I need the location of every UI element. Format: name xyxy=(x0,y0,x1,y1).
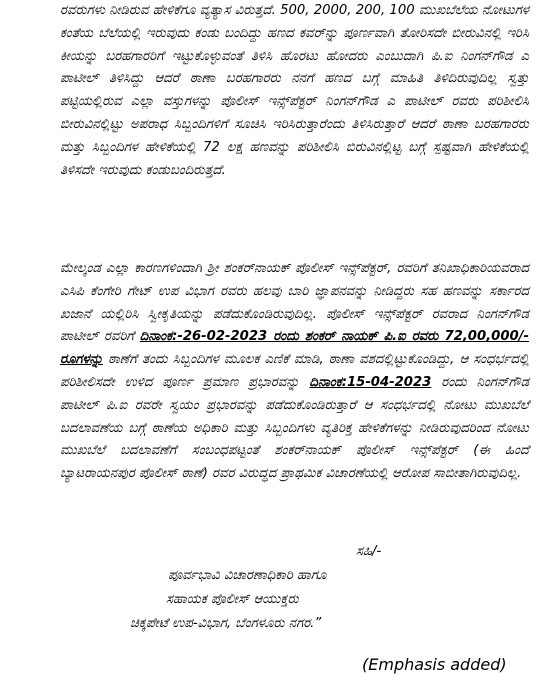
signatory-title: ಸಹಾಯಕ ಪೊಲೀಸ್ ಆಯುಕ್ತರು xyxy=(166,592,299,607)
emphasis-note: (Emphasis added) xyxy=(362,655,507,674)
quoted-paragraph-2 xyxy=(60,258,529,486)
paragraph-2-text-e: ರಂದು ನಿಂಗನ್‌ಗೌಡ ಪಾಟೀಲ್ ಪಿ.ಐ ರವರೇ ಸ್ವಯಂ ಪ್ರಭಾರವನ್ನು ಪಡೆದುಕೊಂಡಿರುತ್ತಾರೆ ಆ ಸಂಧರ್ಭದಲ್ಲಿ ನೋಟು ಮುಖಬೆಲೆ ಬದಲಾವಣೆಯ ಬಗ್ಗೆ ಠಾಣೆಯ ಅಧಿಕಾರಿ ಮತ್ತು ಸಿಬ್ಬಂದಿಗಳು ವ್ಯತಿರಿಕ್ತ ಹೇಳಿಕೆಗಳನ್ನು ನೀಡಿರುವುದರಿಂದ ನೋಟು ಮುಖಬೆಲೆ ಬದಲಾವಣೆಗೆ ಸಂಬಂಧಪಟ್ಟಂತೆ ಶಂಕರ್‌ನಾಯಕ್ ಪೊಲೀಸ್ ಇನ್ಸ್‌ಪೆಕ್ಟರ್ (ಈ ಹಿಂದೆ ಬ್ಯಾಟರಾಯನಪುರ ಪೊಲೀಸ್ ಠಾಣೆ) ರವರ ವಿರುದ್ಧದ ಪ್ರಾಥಮಿಕ ವಿಚಾರಣೆಯಲ್ಲಿ ಆರೋಪ ಸಾಬೀತಾಗಿರುವುದಿಲ್ಲ. xyxy=(60,374,529,482)
signature-block xyxy=(130,540,510,636)
paragraph-2-text-a: ಮೇಲ್ಕಂಡ ಎಲ್ಲಾ ಕಾರಣಗಳಿಂದಾಗಿ ಶ್ರೀ ಶಂಕರ್‌ನಾಯಕ್ ಪೊಲೀಸ್ ಇನ್ಸ್‌ಪೆಕ್ಟರ್, ರವರಿಗೆ ತನಿಖಾಧಿಕಾರಿಯವರಾದ ಎಸಿಪಿ ಕೆಂಗೇರಿ ಗೇಟ್ ಉಪ ವಿಭಾಗ ರವರು ಹಲವು ಬಾರಿ ಜ್ಞಾಪನವನ್ನು ನೀಡಿದ್ದರು ಸಹ ಹಣವನ್ನು ಸರ್ಕಾರದ ಖಜಾನೆ ಯಲ್ಲಿರಿಸಿ ಸ್ವೀಕೃತಿಯನ್ನು ಪಡೆದುಕೊಂಡಿರುವುದಿಲ್ಲ. ಪೊಲೀಸ್ ಇನ್ಸ್‌ಪೆಕ್ಟರ್ ರವರಾದ ನಿಂಗನ್‌ಗೌಡ ಪಾಟೀಲ್ ರವರಿಗೆ xyxy=(60,261,529,345)
paragraph-2-text-c: ಠಾಣೆಗೆ ತಂದು ಸಿಬ್ಬಂದಿಗಳ ಮೂಲಕ ಎಣಿಕೆ ಮಾಡಿ, ಠಾಣಾ ವಶದಲ್ಲಿಟ್ಟುಕೊಂಡಿದ್ದು, ಆ ಸಂಧರ್ಭದಲ್ಲಿ ಪರಿಶೀಲಿಸದೇ ಉಳಿದ ಪೂರ್ಣ ಪ್ರಮಾಣ ಪ್ರಭಾರವನ್ನು xyxy=(60,352,529,390)
emphasized-date: ದಿನಾಂಕ:15-04-2023 xyxy=(309,374,432,390)
signatory-designation: ಪೂರ್ವಭಾವಿ ವಿಚಾರಣಾಧಿಕಾರಿ ಹಾಗೂ xyxy=(168,568,327,583)
emphasized-date-amount: ದಿನಾಂಕ:-26-02-2023 ರಂದು ಶಂಕರ್ ನಾಯಕ್ ಪಿ.ಐ ರವರು 72,00,000/- ರೂಗಳನ್ನು xyxy=(60,329,529,368)
signature-mark: ಸಹಿ/- xyxy=(356,544,382,559)
signatory-office: ಚಿಕ್ಕಪೇಟೆ ಉಪ-ವಿಭಾಗ, ಬೆಂಗಳೂರು ನಗರ.” xyxy=(130,616,322,631)
quoted-paragraph-1: ರವರುಗಳು ನೀಡಿರುವ ಹೇಳಿಕೆಗೂ ವ್ಯತ್ಯಾಸ ವಿರುತ್ತದೆ. 500, 2000, 200, 100 ಮುಖಬೆಲೆಯ ನೋಟುಗಳ ಕಂತೆಯ ಬೆಲೆಯಲ್ಲಿ ಇರುವುದು ಕಂಡು ಬಂದಿದ್ದು ಹಣದ ಕವರ್‌ನ್ನು ಪೂರ್ಣವಾಗಿ ತೋರಿಸದೇ ಬೀರುವಿನಲ್ಲಿ ಇರಿಸಿ ಕೀಯನ್ನು ಬರಹಗಾರರಿಗೆ ಇಟ್ಟುಕೊಳ್ಳುವಂತೆ ತಿಳಿಸಿ ಹೊರಟು ಹೋದರು ಎಂಬುದಾಗಿ ಪಿ.ಐ ನಿಂಗನ್‌ಗೌಡ ಎ ಪಾಟೀಲ್ ತಿಳಿಸಿದ್ದು ಆದರೆ ಠಾಣಾ ಬರಹಗಾರರು ನನಗೆ ಹಣದ ಬಗ್ಗೆ ಮಾಹಿತಿ ತಿಳಿದಿರುವುದಿಲ್ಲ ಸ್ವತ್ತು ಪಟ್ಟಿಯಲ್ಲಿರುವ ಎಲ್ಲಾ ವಸ್ತುಗಳನ್ನು ಪೊಲೀಸ್ ಇನ್ಸ್‌ಪೆಕ್ಟರ್ ನಿಂಗನ್‌ಗೌಡ ಎ ಪಾಟೀಲ್ ರವರು ಪರಿಶೀಲಿಸಿ ಬೀರುವಿನಲ್ಲಿಟ್ಟು ಅಪರಾಧ ಸಿಬ್ಬಂದಿಗಳಿಗೆ ಸೂಚಿಸಿ ಇರಿಸಿರುತ್ತಾರೆಂದು ತಿಳಿಸಿರುತ್ತಾರೆ ಆದರೆ ಠಾಣಾ ಬರಹಗಾರರು ಮತ್ತು ಸಿಬ್ಬಂದಿಗಳ ಹೇಳಿಕೆಯಲ್ಲಿ 72 ಲಕ್ಷ ಹಣವನ್ನು ಪರಿಶೀಲಿಸಿ ಬಿರುವಿನಲ್ಲಿಟ್ಟ ಬಗ್ಗೆ ಸ್ಪಷ್ಟವಾಗಿ ಹೇಳಿಕೆಯಲ್ಲಿ ತಿಳಿಸದೇ ಇರುವುದು ಕಂಡುಬಂದಿರುತ್ತದೆ. xyxy=(60,3,529,178)
